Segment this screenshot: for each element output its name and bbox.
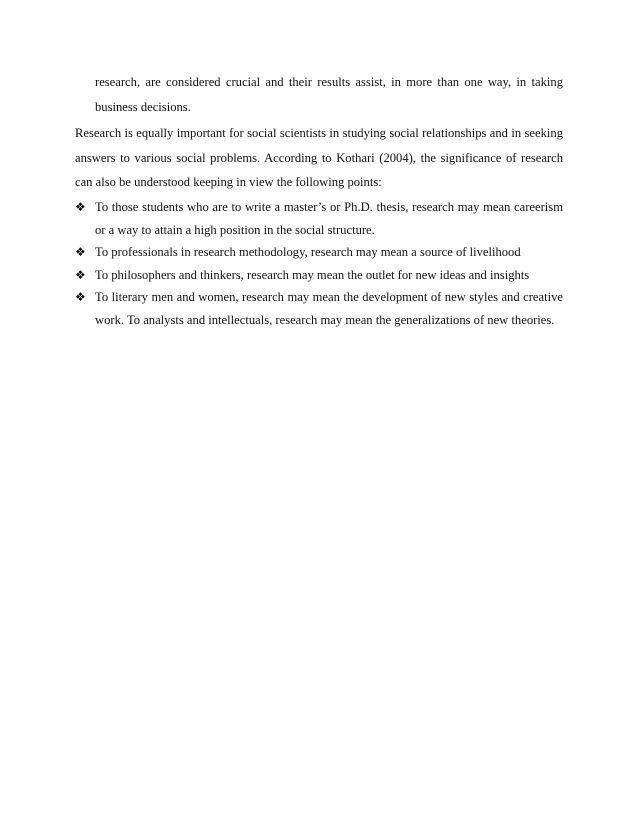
significance-list xyxy=(75,196,563,331)
list-item xyxy=(75,264,563,287)
diamond-bullet-icon: ❖ xyxy=(75,267,86,282)
list-item-text: To philosophers and thinkers, research may mean the outlet for new ideas and insights xyxy=(95,267,530,282)
diamond-bullet-icon: ❖ xyxy=(75,200,86,214)
list-item-text: To those students who are to write a master’s or Ph.D. thesis, research may mean careerism or a way to attain a high position in the social structure. xyxy=(95,200,563,237)
list-item xyxy=(75,241,563,264)
diamond-bullet-icon: ❖ xyxy=(75,290,86,304)
list-item-text: To professionals in research methodology, research may mean a source of livelihood xyxy=(95,245,521,259)
body-paragraph: Research is equally important for social scientists in studying social relationships and in seeking answers to various social problems. According to Kothari (2004), the significance of research can also be understood keeping in view the following points: xyxy=(75,126,563,189)
list-item xyxy=(75,286,563,331)
list-item-text: To literary men and women, research may mean the development of new styles and creative work. To analysts and intellectuals, research may mean the generalizations of new theories. xyxy=(95,290,563,327)
diamond-bullet-icon: ❖ xyxy=(75,245,86,259)
list-item xyxy=(75,196,563,241)
continuation-paragraph: research, are considered crucial and their results assist, in more than one way, in taking business decisions. xyxy=(95,75,563,114)
